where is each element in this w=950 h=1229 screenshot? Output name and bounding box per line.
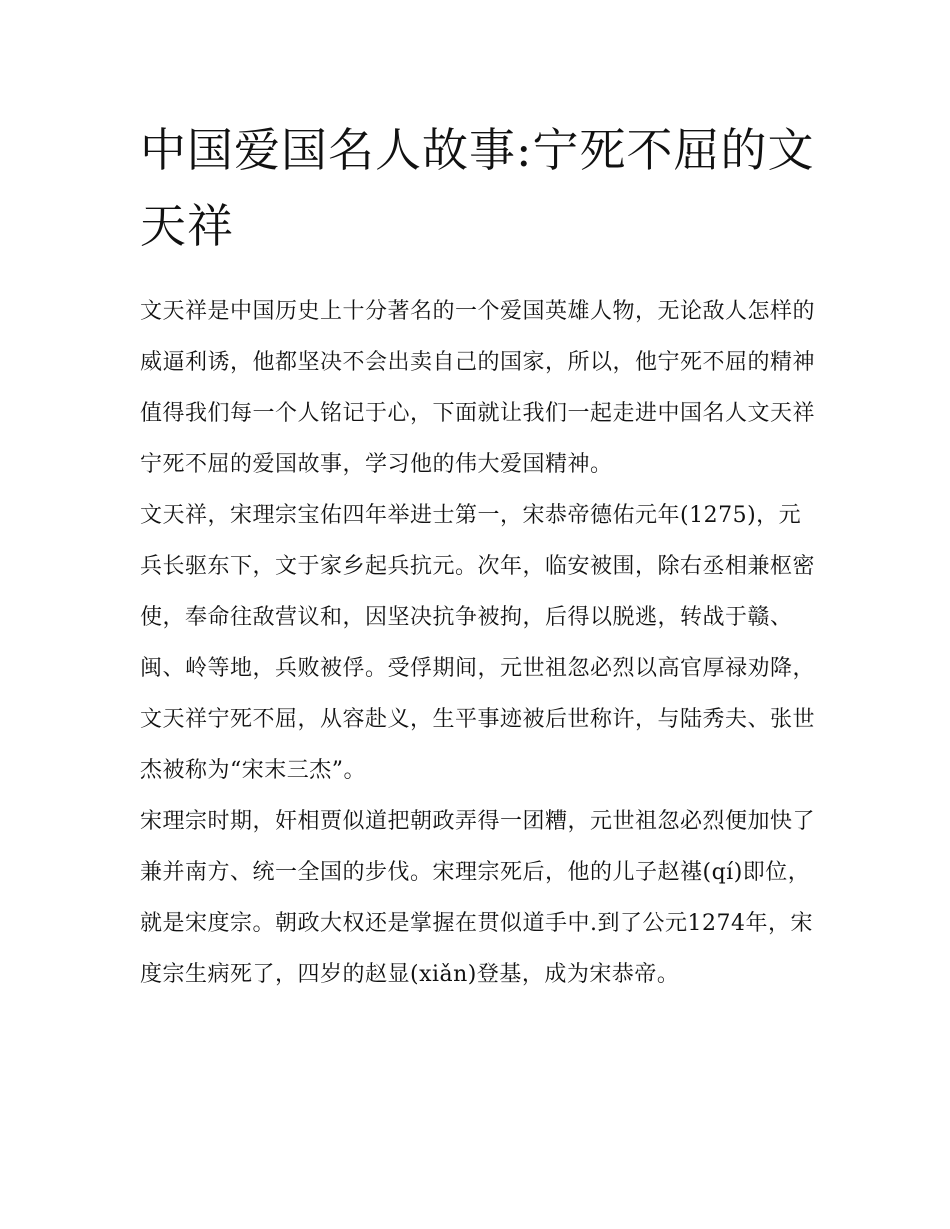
paragraph-biography: 文天祥，宋理宗宝佑四年举进士第一，宋恭帝德佑元年(1275)，元兵长驱东下，文于家乡起兵抗元。次年，临安被围，除右丞相兼枢密使，奉命往敌营议和，因坚决抗争被拘，后得以脱逃，转战于赣、闽、岭等地，兵败被俘。受俘期间，元世祖忽必烈以高官厚禄劝降，文天祥宁死不屈，从容赴义，生平事迹被后世称许，与陆秀夫、张世杰被称为“宋末三杰”。 — [140, 503, 816, 783]
paragraph-history: 宋理宗时期，奸相贾似道把朝政弄得一团糟，元世祖忽必烈便加快了兼并南方、统一全国的步伐。宋理宗死后，他的儿子赵禥(qí)即位，就是宋度宗。朝政大权还是掌握在贯似道手中.到了公元1274年，宋度宗生病死了，四岁的赵显(xiǎn)登基，成为宋恭帝。 — [140, 809, 816, 987]
document-title: 中国爱国名人故事:宁死不屈的文天祥 — [140, 123, 815, 253]
document-page — [140, 112, 816, 1000]
paragraph-intro: 文天祥是中国历史上十分著名的一个爱国英雄人物，无论敌人怎样的威逼利诱，他都坚决不会出卖自己的国家，所以，他宁死不屈的精神值得我们每一个人铭记于心，下面就让我们一起走进中国名人文天祥宁死不屈的爱国故事，学习他的伟大爱国精神。 — [140, 299, 816, 477]
